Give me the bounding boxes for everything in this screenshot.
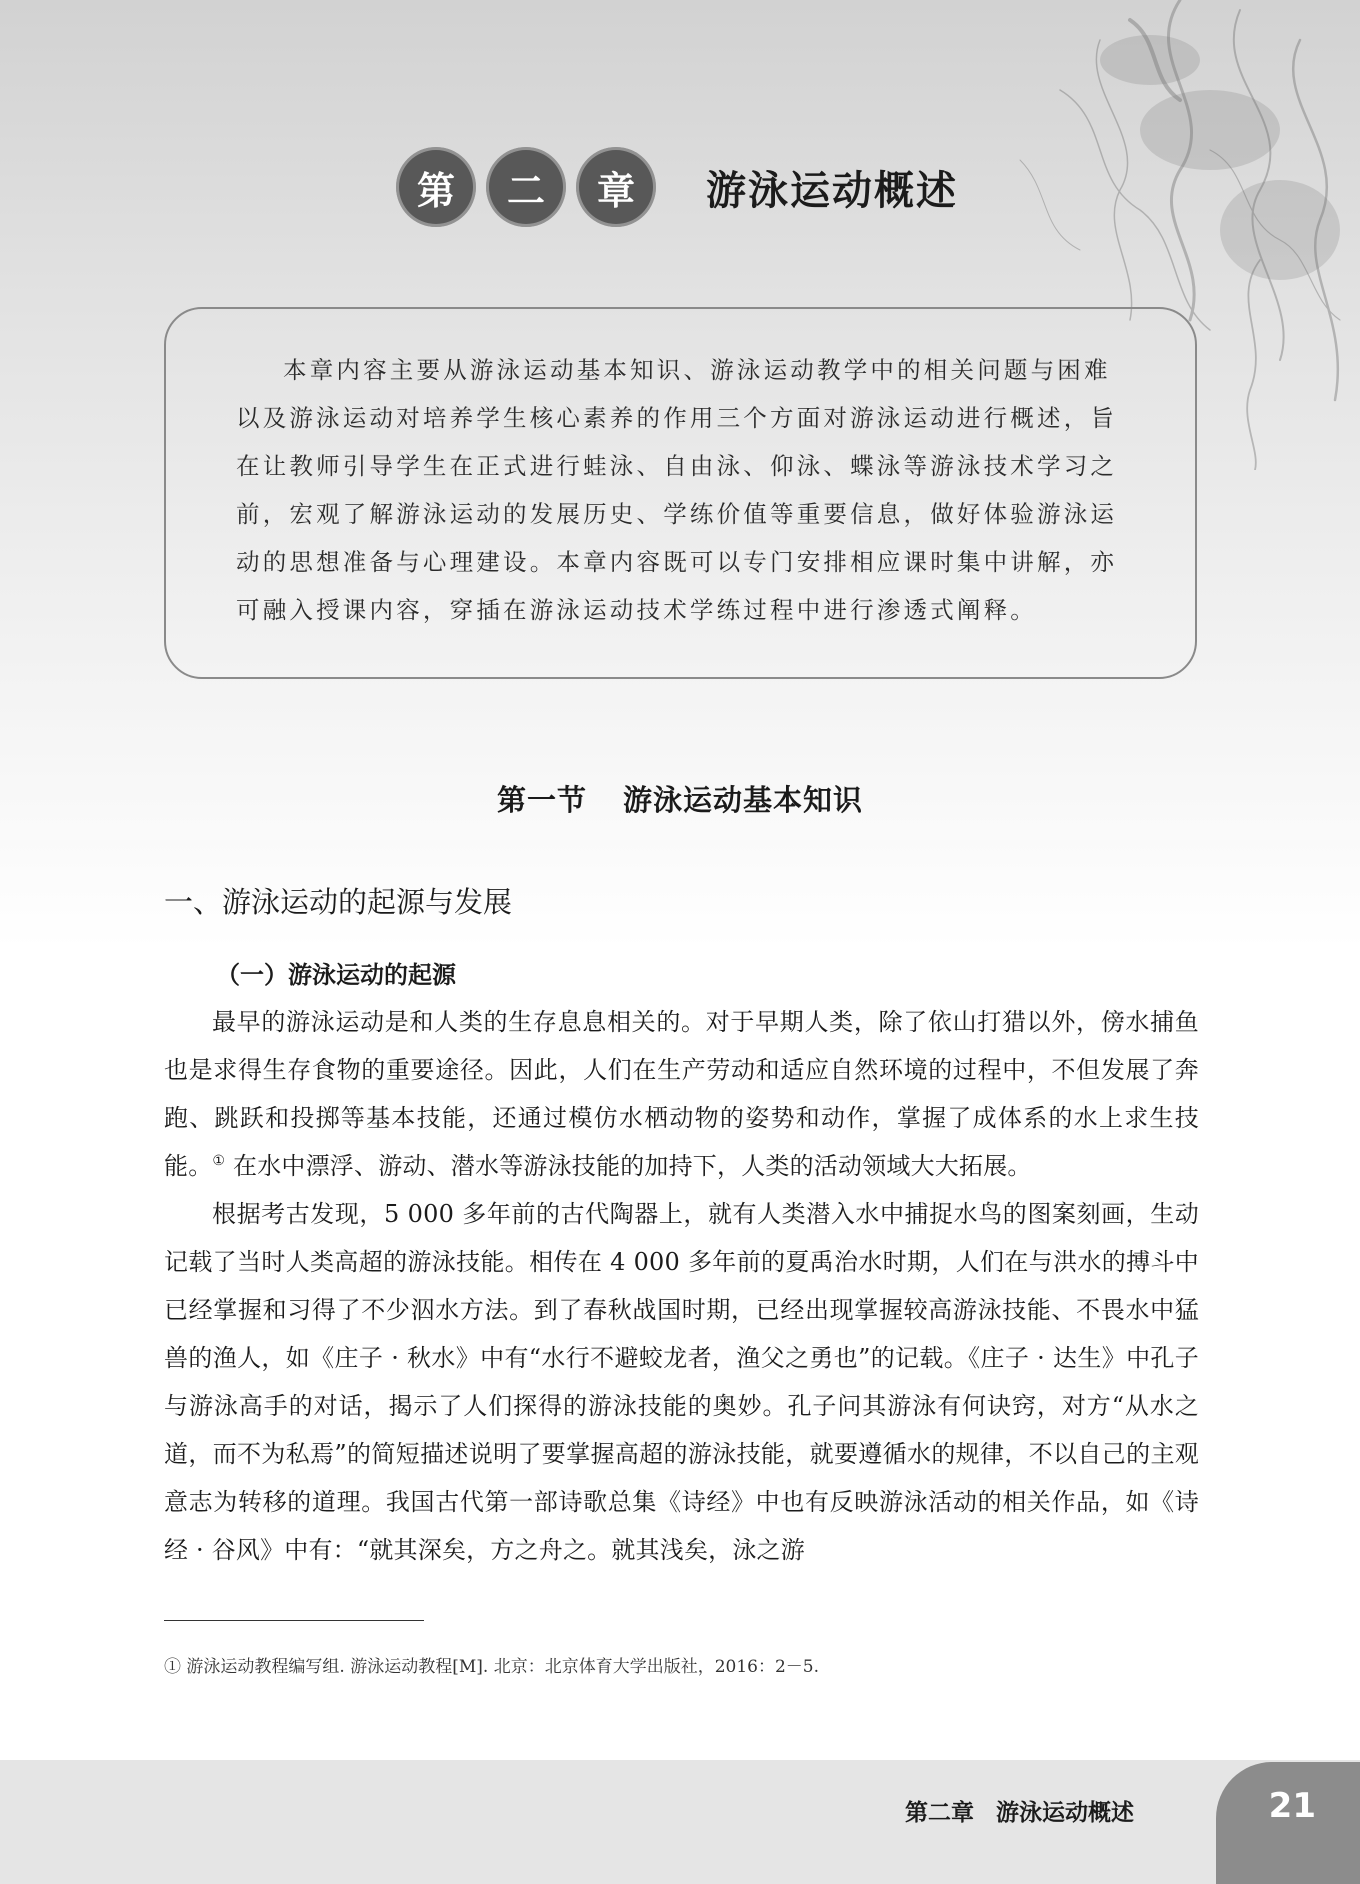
chapter-marker-1: 第 [396, 147, 476, 227]
footnote-divider [164, 1620, 424, 1621]
paragraph: 最早的游泳运动是和人类的生存息息相关的。对于早期人类，除了依山打猎以外，傍水捕鱼也是求得生存食物的重要途径。因此，人们在生产劳动和适应自然环境的过程中，不但发展了奔跑、跳跃和投掷等基本技能，还通过模仿水栖动物的姿势和动作，掌握了成体系的水上求生技能。① 在水中漂浮、游动、潜水等游泳技能的加持下，人类的活动领域大大拓展。 [164, 1008, 1199, 1180]
footer-chapter-label: 第二章 [905, 1800, 974, 1826]
footnote-reference[interactable]: ① [212, 1153, 226, 1169]
footer-chapter-title: 游泳运动概述 [996, 1800, 1134, 1826]
heading-level-2: （一）游泳运动的起源 [216, 960, 456, 989]
section-title [0, 778, 1360, 819]
heading-level-1: 一、游泳运动的起源与发展 [164, 885, 513, 919]
body-text [164, 998, 1199, 1574]
chapter-marker-3: 章 [576, 147, 656, 227]
footer-band [0, 1760, 1360, 1884]
section-name: 游泳运动基本知识 [623, 783, 864, 817]
chapter-title: 游泳运动概述 [706, 167, 958, 214]
running-footer [905, 1794, 1134, 1827]
chapter-header [396, 146, 958, 228]
footnote: ① 游泳运动教程编写组. 游泳运动教程[M]. 北京：北京体育大学出版社，2016：2－5. [164, 1657, 819, 1677]
section-number: 第一节 [496, 783, 587, 817]
page-number: 21 [1268, 1786, 1316, 1826]
chapter-summary: 本章内容主要从游泳运动基本知识、游泳运动教学中的相关问题与困难以及游泳运动对培养学生核心素养的作用三个方面对游泳运动进行概述，旨在让教师引导学生在正式进行蛙泳、自由泳、仰泳、蝶泳等游泳技术学习之前，宏观了解游泳运动的发展历史、学练价值等重要信息，做好体验游泳运动的思想准备与心理建设。本章内容既可以专门安排相应课时集中讲解，亦可融入授课内容，穿插在游泳运动技术学练过程中进行渗透式阐释。 [236, 356, 1118, 624]
paragraph: 根据考古发现，5 000 多年前的古代陶器上，就有人类潜入水中捕捉水鸟的图案刻画，生动记载了当时人类高超的游泳技能。相传在 4 000 多年前的夏禹治水时期，人们在与洪水的搏斗中已经掌握和习得了不少泅水方法。到了春秋战国时期，已经出现掌握较高游泳技能、不畏水中猛兽的渔人，如《庄子 · 秋水》中有“水行不避蛟龙者，渔父之勇也”的记载。《庄子 · 达生》中孔子与游泳高手的对话，揭示了人们探得的游泳技能的奥妙。孔子问其游泳有何诀窍，对方“从水之道，而不为私焉”的简短描述说明了要掌握高超的游泳技能，就要遵循水的规律，不以自己的主观意志为转移的道理。我国古代第一部诗歌总集《诗经》中也有反映游泳活动的相关作品，如《诗经 · 谷风》中有：“就其深矣，方之舟之。就其浅矣，泳之游 [164, 1200, 1199, 1564]
chapter-marker-2: 二 [486, 147, 566, 227]
